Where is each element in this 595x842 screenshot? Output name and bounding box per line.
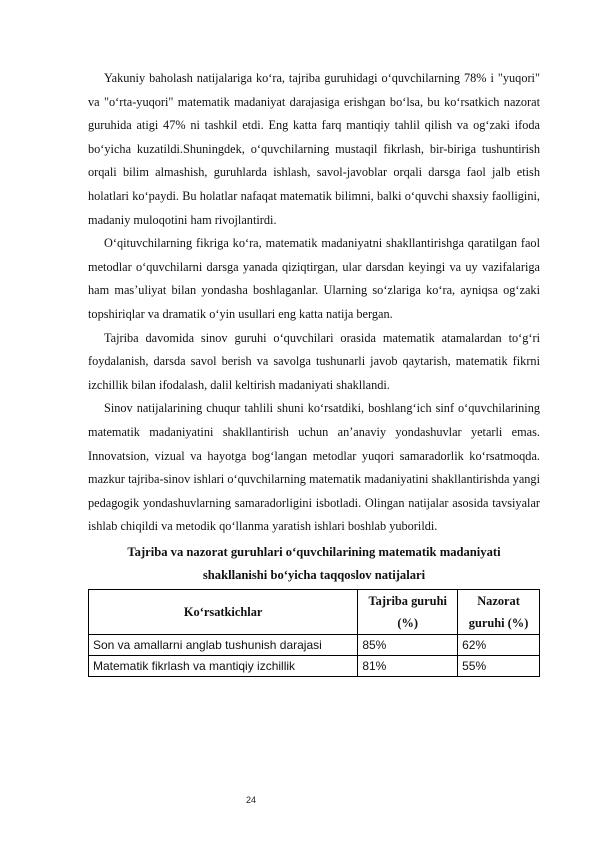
header-control-group: Nazorat guruhi (%): [458, 590, 540, 635]
table-cell-indicator: Son va amallarni anglab tushunish darajasi: [89, 635, 358, 656]
table-row: [89, 656, 540, 677]
paragraph-experiment-outcomes: Tajriba davomida sinov guruhi o‘quvchilari orasida matematik atamalardan to‘g‘ri foydalanish, darsda savol berish va savolga tushunarli javob qaytarish, matematik fikrni izchillik bilan ifodalash, dalil keltirish madaniyati shakllandi.: [88, 330, 540, 392]
page-number: 24: [246, 795, 257, 805]
document-page: [88, 67, 540, 677]
header-experiment-group: Tajriba guruhi (%): [358, 590, 458, 635]
paragraph-analysis-conclusion: Sinov natijalarining chuqur tahlili shuni ko‘rsatdiki, boshlang‘ich sinf o‘quvchilarining matematik madaniyatini shakllantirish uchun an’anaviy yondashuvlar yetarli emas. Innovatsion, vizual va hayotga bog‘langan metodlar yuqori samaradorlik ko‘rsatmoqda. mazkur tajriba-sinov ishlari o‘quvchilarning matematik madaniyatini shakllantirishda yangi pedagogik yondashuvlarning samaradorligini isbotladi. Olingan natijalar asosida tavsiyalar ishlab chiqildi va metodik qo‘llanma yaratish ishlari boshlab yuborildi.: [88, 401, 540, 534]
paragraph-final-assessment: Yakuniy baholash natijalariga ko‘ra, tajriba guruhidagi o‘quvchilarning 78% i "yuqori" va "o‘rta-yuqori" matematik madaniyat darajasiga erishgan bo‘lsa, bu ko‘rsatkich nazorat guruhida atigi 47% ni tashkil etdi. Eng katta farq mantiqiy tahlil qilish va og‘zaki ifoda bo‘yicha kuzatildi.Shuningdek, o‘quvchilarning mustaqil fikrlash, bir-biriga tushuntirish orqali bilim almashish, guruhlarda ishlash, savol-javoblar orqali darsga faol jalb etish holatlari ko‘paydi. Bu holatlar nafaqat matematik bilimni, balki o‘quvchi shaxsiy faolligini, madaniy muloqotini ham rivojlantirdi.: [88, 71, 540, 227]
table-cell-control: 62%: [458, 635, 540, 656]
table-row: [89, 635, 540, 656]
header-indicators: Ko‘rsatkichlar: [89, 590, 358, 635]
comparison-table: [88, 589, 540, 677]
paragraph-teacher-opinion: O‘qituvchilarning fikriga ko‘ra, matematik madaniyatni shakllantirishga qaratilgan faol metodlar o‘quvchilarni darsga yanada qiziqtirgan, ular darsdan keyingi va uy vazifalariga ham mas’uliyat bilan yondasha boshlaganlar. Ularning so‘zlariga ko‘ra, ayniqsa og‘zaki topshiriqlar va dramatik o‘yin usullari eng katta natija bergan.: [88, 236, 540, 321]
table-cell-experiment: 85%: [358, 635, 458, 656]
table-cell-indicator: Matematik fikrlash va mantiqiy izchillik: [89, 656, 358, 677]
table-cell-control: 55%: [458, 656, 540, 677]
table-cell-experiment: 81%: [358, 656, 458, 677]
table-caption: Tajriba va nazorat guruhlari o‘quvchilarining matematik madaniyati shakllanishi bo‘yicha taqqoslov natijalari: [127, 544, 501, 583]
table-header-row: [89, 590, 540, 635]
